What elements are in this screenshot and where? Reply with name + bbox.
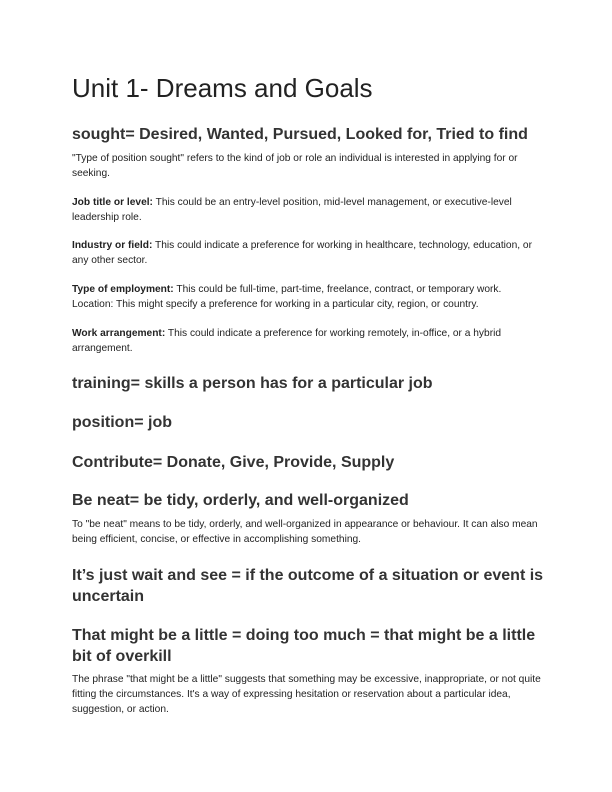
text-location: Location: This might specify a preference for working in a particular city, region, or country. <box>72 299 479 310</box>
heading-contribute: Contribute= Donate, Give, Provide, Supply <box>72 454 395 471</box>
paragraph-job-title <box>72 195 546 225</box>
heading-sought: sought= Desired, Wanted, Pursued, Looked for, Tried to find <box>72 126 528 143</box>
heading-wait-and-see: It’s just wait and see = if the outcome of a situation or event is uncertain <box>72 567 544 605</box>
paragraph-might-be-a-little: The phrase "that might be a little" suggests that something may be excessive, inappropriate, or not quite fitting the circumstances. It's a way of expressing hesitation or reservation about a particular idea, suggestion, or action. <box>72 674 541 715</box>
paragraph-be-neat: To "be neat" means to be tidy, orderly, and well-organized in appearance or behaviour. It can also mean being efficient, concise, or effective in accomplishing something. <box>72 519 538 545</box>
paragraph-sought-intro: "Type of position sought" refers to the kind of job or role an individual is interested in applying for or seeking. <box>72 153 518 179</box>
heading-be-neat: Be neat= be tidy, orderly, and well-organized <box>72 492 409 509</box>
term-industry: Industry or field: <box>72 240 153 251</box>
text-industry: This could indicate a preference for working in healthcare, technology, education, or any other sector. <box>72 240 532 266</box>
paragraph-employment-type <box>72 282 546 312</box>
text-employment-type: This could be full-time, part-time, freelance, contract, or temporary work. <box>173 284 502 295</box>
heading-position: position= job <box>72 414 172 431</box>
term-job-title: Job title or level: <box>72 197 153 208</box>
term-work-arrangement: Work arrangement: <box>72 328 166 339</box>
paragraph-industry <box>72 238 546 268</box>
page-title: Unit 1- Dreams and Goals <box>72 73 373 103</box>
heading-might-be-a-little: That might be a little = doing too much = that might be a little bit of overkill <box>72 627 536 665</box>
paragraph-work-arrangement <box>72 326 546 356</box>
heading-training: training= skills a person has for a particular job <box>72 375 433 392</box>
text-work-arrangement: This could indicate a preference for working remotely, in-office, or a hybrid arrangement. <box>72 328 502 354</box>
term-employment-type: Type of employment: <box>72 284 174 295</box>
text-job-title: This could be an entry-level position, mid-level management, or executive-level leadership role. <box>72 197 512 223</box>
